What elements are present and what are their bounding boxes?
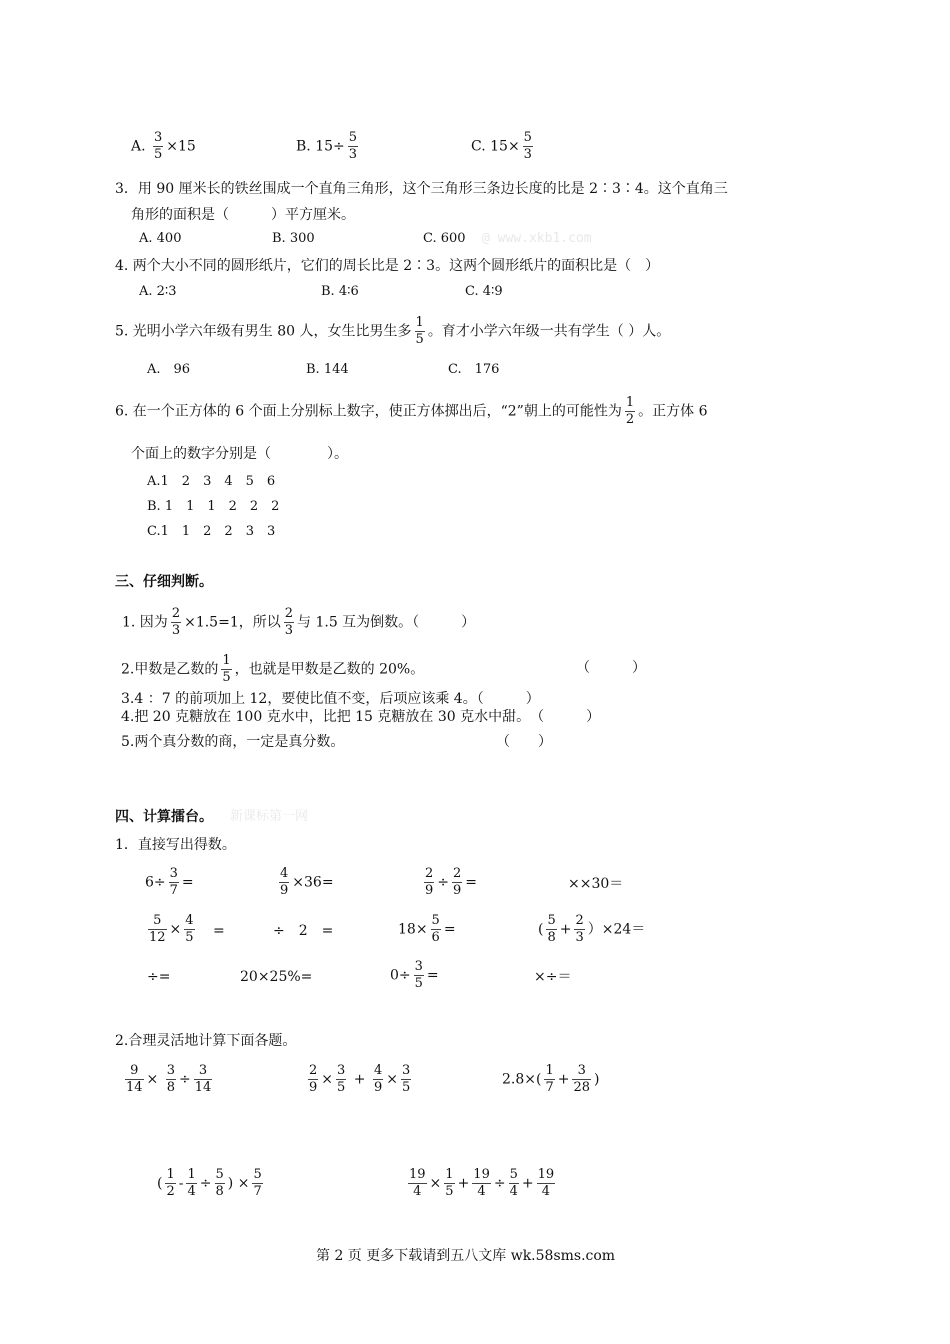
fraction: $\frac{1}{7}$ — [545, 1063, 554, 1095]
fraction: $\frac{3}{5}$ — [401, 1063, 411, 1095]
expr-3: 2.8×( $\frac{1}{7}$ + $\frac{3}{28}$ ) — [502, 1063, 600, 1095]
q3-line1: 3．用 90 厘米长的铁丝围成一个直角三角形，这个三角形三条边长度的比是 2∶3∶4。这个直角三 — [115, 181, 728, 197]
fraction: $\frac{1}{5}$ — [415, 315, 424, 347]
expr-1: $\frac{9}{14}$ × $\frac{3}{8}$ ÷ $\frac{3}{14}$ — [126, 1063, 212, 1095]
calc-r1-c3: $\frac{2}{9}$ ÷ $\frac{2}{9}$ = — [425, 866, 478, 898]
q5-text: 5. 光明小学六年级有男生 80 人，女生比男生多 $\frac{1}{5}$ 。育才小学六年级一共有学生（ ）人。 — [115, 315, 671, 347]
fraction: $\frac{3}{7}$ — [169, 866, 178, 898]
fraction: $\frac{1}{4}$ — [187, 1167, 196, 1199]
q2-option-a-label: A. — [131, 138, 146, 155]
fraction: $\frac{5}{8}$ — [215, 1167, 224, 1199]
calc-r2-c1-tail: = — [213, 923, 225, 939]
q3-option-c: C. 600 — [423, 231, 466, 246]
calc-r3-c2: 20×25%= — [240, 969, 313, 985]
expr-4: ( $\frac{1}{2}$ - $\frac{1}{4}$ ÷ $\frac{5}{8}$ ) × $\frac{5}{7}$ — [157, 1167, 262, 1199]
q6-text: 6. 在一个正方体的 6 个面上分别标上数字，使正方体掷出后，“2”朝上的可能性为 $\frac{1}{2}$ 。正方体 6 — [115, 395, 708, 427]
watermark: @ www.xkb1.com — [482, 231, 592, 246]
expr-5: $\frac{19}{4}$ × $\frac{1}{5}$ + $\frac{19}{4}$ ÷ $\frac{5}{4}$ + $\frac{19}{4}$ — [409, 1167, 555, 1199]
q6-option-b: B. 1 1 1 2 2 2 — [147, 499, 280, 514]
fraction: $\frac{4}{9}$ — [280, 866, 289, 898]
q4-option-b: B. 4∶6 — [321, 284, 359, 299]
expr-2: $\frac{2}{9}$ × $\frac{3}{5}$ + $\frac{4}{9}$ × $\frac{3}{5}$ — [309, 1063, 411, 1095]
fraction: $\frac{19}{4}$ — [409, 1167, 426, 1199]
calc-r3-c1: ÷= — [147, 969, 171, 985]
q4-text: 4. 两个大小不同的圆形纸片，它们的周长比是 2∶3。这两个圆形纸片的面积比是（ ） — [115, 258, 660, 274]
judgment-1: 1. 因为 $\frac{2}{3}$ ×1.5=1，所以 $\frac{2}{3}$ 与 1.5 互为倒数。（ ） — [122, 606, 476, 638]
calc-r3-c3: 0÷ $\frac{3}{5}$ = — [390, 959, 439, 991]
calc-r2-c2: ÷ 2 = — [273, 923, 334, 939]
fraction: $\frac{1}{5}$ — [445, 1167, 454, 1199]
fraction: $\frac{5}{7}$ — [253, 1167, 262, 1199]
fraction: $\frac{5}{3}$ — [348, 130, 358, 162]
q2-option-a-tail: ×15 — [166, 138, 196, 155]
calc-r2-c1: $\frac{5}{12}$ × $\frac{4}{5}$ — [149, 913, 194, 945]
judgment-4: 4.把 20 克糖放在 100 克水中，比把 15 克糖放在 30 克水中甜。 （ ） — [121, 709, 601, 725]
fraction: $\frac{3}{14}$ — [194, 1063, 212, 1095]
fraction: $\frac{2}{3}$ — [284, 606, 294, 638]
fraction: $\frac{1}{5}$ — [222, 653, 231, 685]
fraction: $\frac{3}{28}$ — [573, 1063, 591, 1095]
q2-option-c: C. 15× $\frac{5}{3}$ — [471, 130, 532, 162]
q3-line2: 角形的面积是（ ）平方厘米。 — [131, 207, 355, 223]
q2-option-b: B. 15÷ $\frac{5}{3}$ — [296, 130, 358, 162]
fraction: $\frac{5}{12}$ — [149, 913, 166, 945]
calc-r1-c1: 6÷ $\frac{3}{7}$ = — [145, 866, 194, 898]
fraction: $\frac{1}{2}$ — [166, 1167, 175, 1199]
calc-r2-c4: ( $\frac{5}{8}$ + $\frac{2}{3}$ ）×24＝ — [538, 913, 646, 945]
calc-r1-c2: $\frac{4}{9}$ ×36= — [280, 866, 334, 898]
judgment-2-paren: （ ） — [576, 660, 646, 676]
page-footer: 第 2 页 更多下载请到五八文库 wk.58sms.com — [316, 1248, 616, 1264]
fraction: $\frac{2}{9}$ — [425, 866, 434, 898]
q6-option-c: C.1 1 2 2 3 3 — [147, 524, 276, 539]
subsection-1-title: 1．直接写出得数。 — [115, 837, 236, 853]
judgment-2: 2.甲数是乙数的 $\frac{1}{5}$ ，也就是甲数是乙数的 20%。 — [121, 653, 425, 685]
fraction: $\frac{5}{3}$ — [523, 130, 532, 162]
judgment-5-paren: （ ） — [496, 734, 552, 750]
fraction: $\frac{2}{3}$ — [575, 913, 584, 945]
fraction: $\frac{2}{3}$ — [171, 606, 181, 638]
fraction: $\frac{4}{5}$ — [185, 913, 194, 945]
subsection-2-title: 2.合理灵活地计算下面各题。 — [115, 1033, 297, 1049]
q5-option-c: C. 176 — [448, 362, 500, 377]
fraction: $\frac{3}{5}$ — [414, 959, 423, 991]
section-4-title: 四、计算擂台。 — [115, 809, 213, 825]
fraction: $\frac{9}{14}$ — [126, 1063, 143, 1095]
q5-option-b: B. 144 — [306, 362, 349, 377]
fraction: $\frac{1}{2}$ — [625, 395, 635, 427]
fraction: $\frac{3}{5}$ — [337, 1063, 346, 1095]
q6-option-a: A.1 2 3 4 5 6 — [147, 474, 276, 489]
fraction: $\frac{5}{6}$ — [431, 913, 440, 945]
watermark: 新课标第一网 — [230, 809, 309, 824]
fraction: $\frac{5}{4}$ — [509, 1167, 518, 1199]
q2-option-a — [131, 130, 196, 163]
fraction: $\frac{5}{8}$ — [547, 913, 556, 945]
q3-option-a: A. 400 — [139, 231, 182, 246]
q6-line2: 个面上的数字分别是（ ）。 — [131, 446, 348, 462]
fraction: $\frac{2}{9}$ — [453, 866, 462, 898]
section-3-title: 三、仔细判断。 — [115, 574, 213, 590]
fraction: $\frac{19}{4}$ — [537, 1167, 555, 1199]
calc-r1-c4: ××30＝ — [568, 876, 624, 892]
fraction: $\frac{3}{5}$ — [154, 130, 163, 162]
fraction: $\frac{4}{9}$ — [373, 1063, 383, 1095]
q4-option-c: C. 4∶9 — [465, 284, 503, 299]
q5-option-a: A. 96 — [147, 362, 191, 377]
q4-option-a: A. 2∶3 — [139, 284, 177, 299]
q3-option-b: B. 300 — [272, 231, 315, 246]
judgment-5: 5.两个真分数的商，一定是真分数。 — [121, 734, 345, 750]
calc-r2-c3: 18× $\frac{5}{6}$ = — [398, 913, 456, 945]
calc-r3-c4: ×÷＝ — [534, 969, 572, 985]
judgment-3: 3.4 ：7 的前项加上 12，要使比值不变，后项应该乘 4。（ ） — [121, 691, 540, 707]
fraction: $\frac{3}{8}$ — [166, 1063, 176, 1095]
fraction: $\frac{2}{9}$ — [309, 1063, 318, 1095]
fraction: $\frac{19}{4}$ — [473, 1167, 490, 1199]
